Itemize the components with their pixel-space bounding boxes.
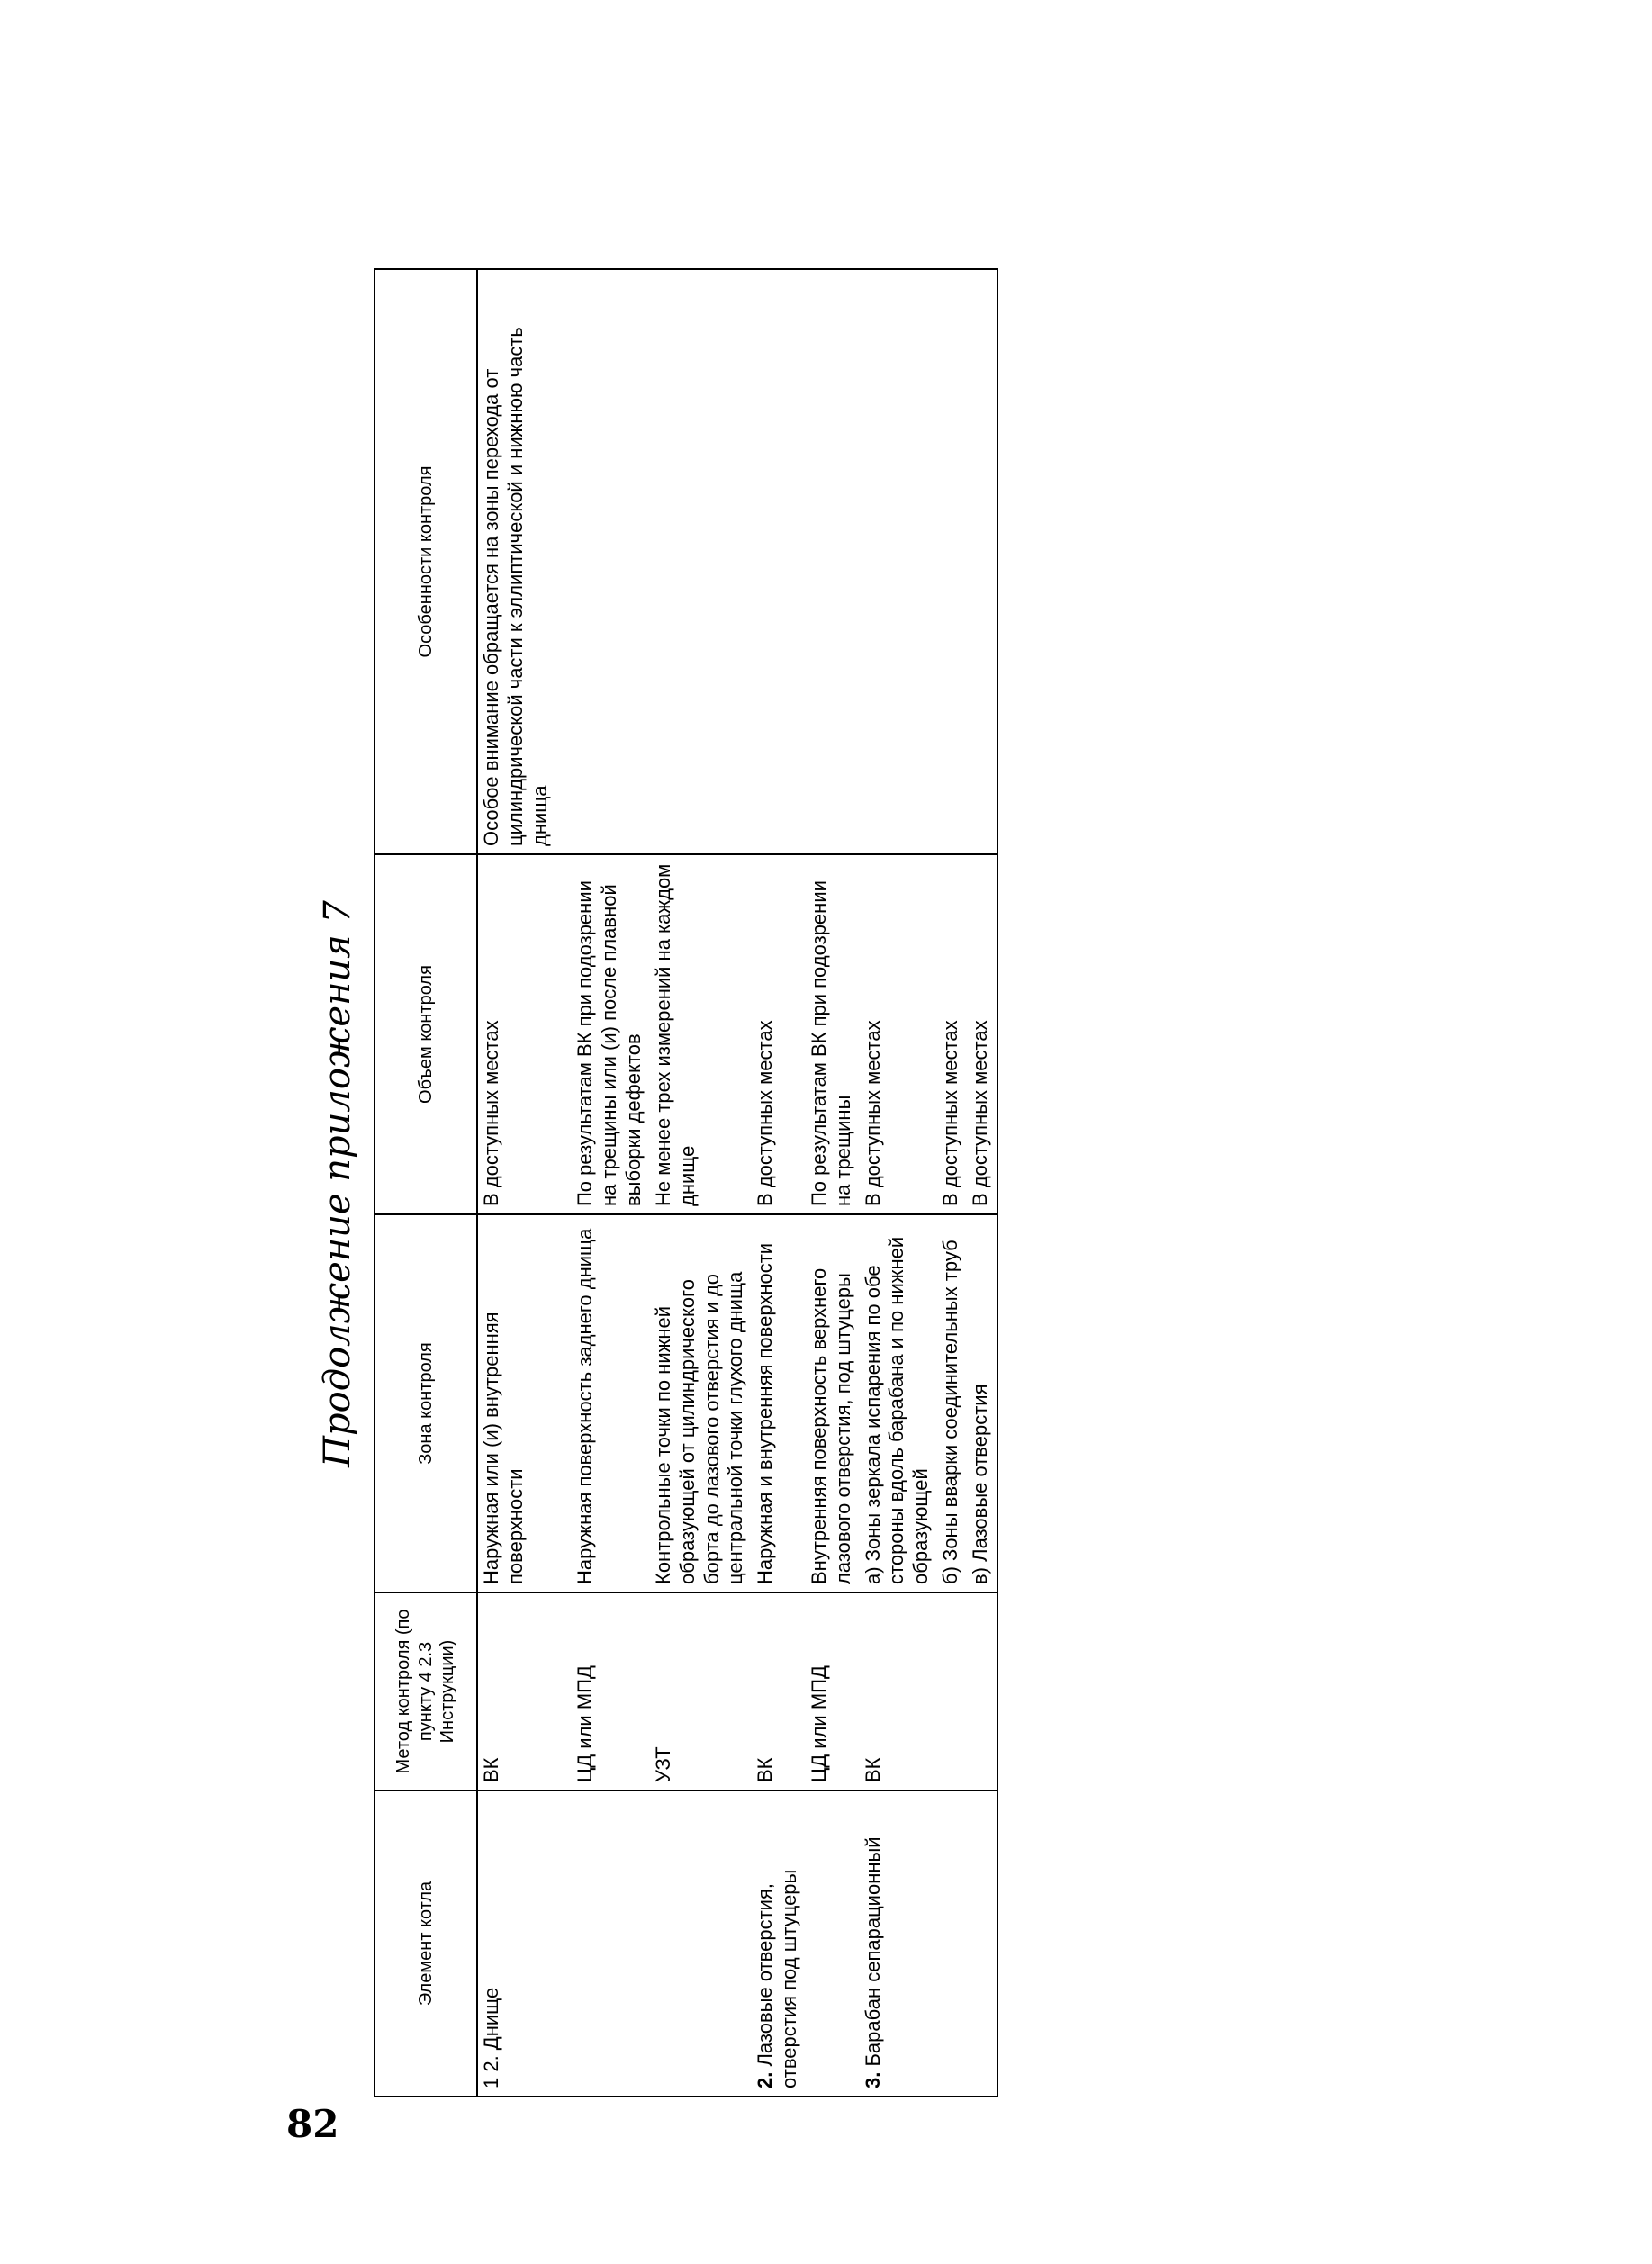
cell-zone: Наружная поверхность заднего днища [555, 1214, 649, 1592]
header-element: Элемент котла [375, 1790, 477, 2097]
cell-features: Особое внимание обращается на зоны перехода от цилиндрической части к эллиптической и нижнюю часть днища [477, 269, 555, 854]
inspection-table [374, 268, 998, 2097]
cell-element [650, 1790, 752, 2097]
table-row [752, 269, 806, 2097]
cell-volume: В доступных местах [860, 854, 937, 1214]
cell-volume: В доступных местах [752, 854, 806, 1214]
cell-element: 1 2. Днище [477, 1790, 555, 2097]
cell-features [967, 269, 998, 854]
cell-features [650, 269, 752, 854]
table-row [860, 269, 937, 2097]
cell-method [937, 1592, 967, 1790]
cell-features [806, 269, 860, 854]
table-row [555, 269, 649, 2097]
cell-method: ВК [860, 1592, 937, 1790]
row-number: 2. [754, 2071, 777, 2088]
header-features: Особенности контроля [375, 269, 477, 854]
table-row [650, 269, 752, 2097]
header-method: Метод контроля (по пункту 4 2.3 Инструкции) [375, 1592, 477, 1790]
table-row [477, 269, 555, 2097]
cell-element [967, 1790, 998, 2097]
cell-element [752, 1790, 806, 2097]
cell-method: ВК [752, 1592, 806, 1790]
cell-zone: Наружная и внутренняя поверхности [752, 1214, 806, 1592]
row-number: 3. [861, 2071, 884, 2088]
table-row [967, 269, 998, 2097]
cell-element [806, 1790, 860, 2097]
cell-method: ВК [477, 1592, 555, 1790]
cell-features [555, 269, 649, 854]
cell-volume: В доступных местах [937, 854, 967, 1214]
cell-method: ЦД или МПД [555, 1592, 649, 1790]
header-zone: Зона контроля [375, 1214, 477, 1592]
cell-method: УЗТ [650, 1592, 752, 1790]
table-row [937, 269, 967, 2097]
cell-features [937, 269, 967, 854]
rotated-page-content [306, 270, 1485, 2097]
cell-volume: Не менее трех измерений на каждом днище [650, 854, 752, 1214]
cell-volume: По результатам ВК при подозрении на трещины [806, 854, 860, 1214]
cell-zone: в) Лазовые отверстия [967, 1214, 998, 1592]
cell-volume: По результатам ВК при подозрении на трещины или (и) после плавной выборки дефектов [555, 854, 649, 1214]
table-row [806, 269, 860, 2097]
element-name: Лазовые отверстия, отверстия под штуцеры [754, 1869, 801, 2088]
cell-zone: Контрольные точки по нижней образующей от цилиндрического борта до лазового отверстия и до центральной точки глухого днища [650, 1214, 752, 1592]
element-name: Барабан сепарационный [861, 1836, 884, 2067]
cell-zone: а) Зоны зеркала испарения по обе стороны вдоль барабана и по нижней образующей [860, 1214, 937, 1592]
cell-element [937, 1790, 967, 2097]
cell-features [860, 269, 937, 854]
header-volume: Объем контроля [375, 854, 477, 1214]
cell-method [967, 1592, 998, 1790]
table-header-row [375, 269, 477, 2097]
cell-element [555, 1790, 649, 2097]
cell-volume: В доступных местах [967, 854, 998, 1214]
cell-volume: В доступных местах [477, 854, 555, 1214]
cell-zone: Наружная или (и) внутренняя поверхности [477, 1214, 555, 1592]
cell-zone: Внутренняя поверхность верхнего лазового отверстия, под штуцеры [806, 1214, 860, 1592]
page-number: 82 [286, 2102, 339, 2146]
cell-method: ЦД или МПД [806, 1592, 860, 1790]
page-heading: Продолжение приложения 7 [317, 900, 358, 1467]
cell-element [860, 1790, 937, 2097]
cell-zone: б) Зоны вварки соединительных труб [937, 1214, 967, 1592]
cell-features [752, 269, 806, 854]
